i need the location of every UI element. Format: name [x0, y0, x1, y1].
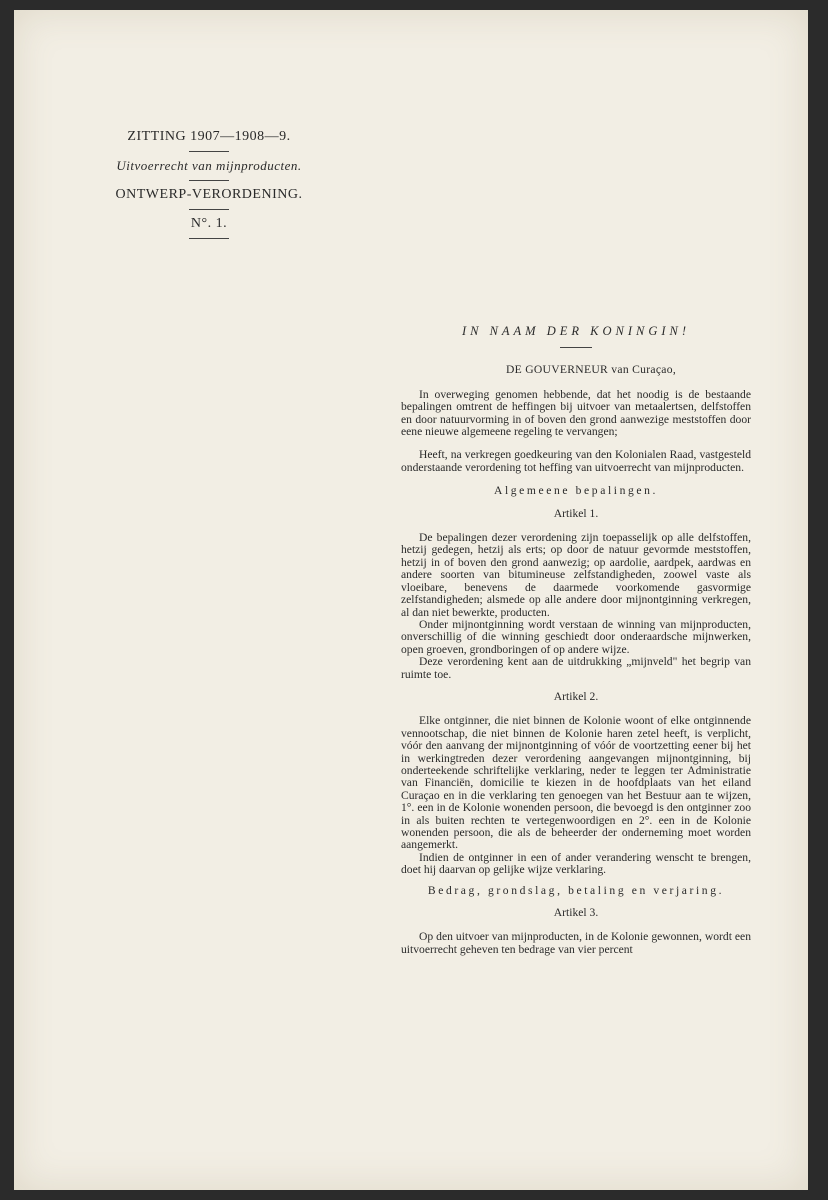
divider	[189, 209, 229, 210]
article-paragraph: De bepalingen dezer verordening zijn toepasselijk op alle delfstoffen, hetzij gedegen, hetzij als erts; op door de natuur gevormde meststoffen, hetzij in of boven den grond aanwezig; op aardolie, aardpek, aardwas en andere soorten van bitumineuse zelfstandigheden, zoowel vaste als vloeibare, benevens de daarmede voorkomende gasvormige zelfstandigheden; alsmede op alle andere door mijnontginning verkregen, al dan niet bewerkte, producten.	[401, 531, 751, 619]
article-heading: Artikel 1.	[553, 506, 599, 520]
article-heading: Artikel 2.	[553, 689, 599, 703]
section-heading: Algemeene bepalingen.	[493, 484, 659, 498]
article-paragraph: Op den uitvoer van mijnproducten, in de Kolonie gewonnen, wordt een uitvoerrecht geheven ten bedrage van vier percent	[401, 930, 751, 956]
title-divider	[560, 347, 592, 348]
article-paragraph: Deze verordening kent aan de uitdrukking „mijnveld" het begrip van ruimte toe.	[401, 655, 751, 681]
section-heading: Bedrag, grondslag, betaling en verjaring.	[427, 883, 725, 897]
divider	[189, 238, 229, 239]
article-paragraph: Onder mijnontginning wordt verstaan de winning van mijnproducten, onverschillig of die winning geschiedt door onderaardsche mijnwerken, open groeven, grondboringen of op andere wijze.	[401, 617, 751, 656]
document-title: IN NAAM DER KONINGIN!	[461, 324, 691, 338]
doc-type-line: ONTWERP-VERORDENING.	[115, 187, 303, 202]
article-heading: Artikel 3.	[553, 906, 599, 920]
divider	[189, 180, 229, 181]
article-paragraph: Elke ontginner, die niet binnen de Kolonie woont of elke ontginnende vennootschap, die niet binnen de Kolonie haren zetel heeft, is verplicht, vóór den aanvang der mijnontginning of vóór de voortzetting eener bij het in werkingtreden dezer verordening aangevangen mijnontginning, bij onderteekende schriftelijke verklaring, neder te leggen ter Administratie van Financiën, domicilie te kiezen in de hoofdplaats van het eiland Curaçao en in die verklaring ten genoegen van het Bestuur aan te wijzen, 1°. een in de Kolonie wonenden persoon, die bevoegd is den ontginner zoo in als buiten rechten te vertegenwoordigen en 2°. een in de Kolonie wonenden persoon, die als de beheerder der onderneming moet worden aangemerkt.	[401, 714, 751, 852]
article-paragraph: Indien de ontginner in een of ander verandering wenscht te brengen, doet hij daarvan op gelijke wijze verklaring.	[401, 850, 751, 877]
document-body	[401, 325, 751, 956]
divider	[189, 151, 229, 152]
document-page	[14, 10, 808, 1190]
document-header	[104, 128, 314, 244]
governor-line: DE GOUVERNEUR van Curaçao,	[505, 363, 677, 377]
preamble-paragraph: Heeft, na verkregen goedkeuring van den Kolonialen Raad, vastgesteld onderstaande verordening tot heffing van uitvoerrecht van mijnproducten.	[401, 448, 751, 474]
session-line: ZITTING 1907—1908—9.	[127, 129, 291, 144]
subject-line: Uitvoerrecht van mijnproducten.	[116, 158, 302, 173]
document-number: N°. 1.	[190, 216, 228, 231]
preamble-paragraph: In overweging genomen hebbende, dat het noodig is de bestaande bepalingen omtrent de heffingen bij uitvoer van metaalertsen, delfstoffen en door natuurvorming in of boven den grond aanwezige meststoffen door eene nieuwe algemeene regeling te vervangen;	[401, 387, 751, 439]
